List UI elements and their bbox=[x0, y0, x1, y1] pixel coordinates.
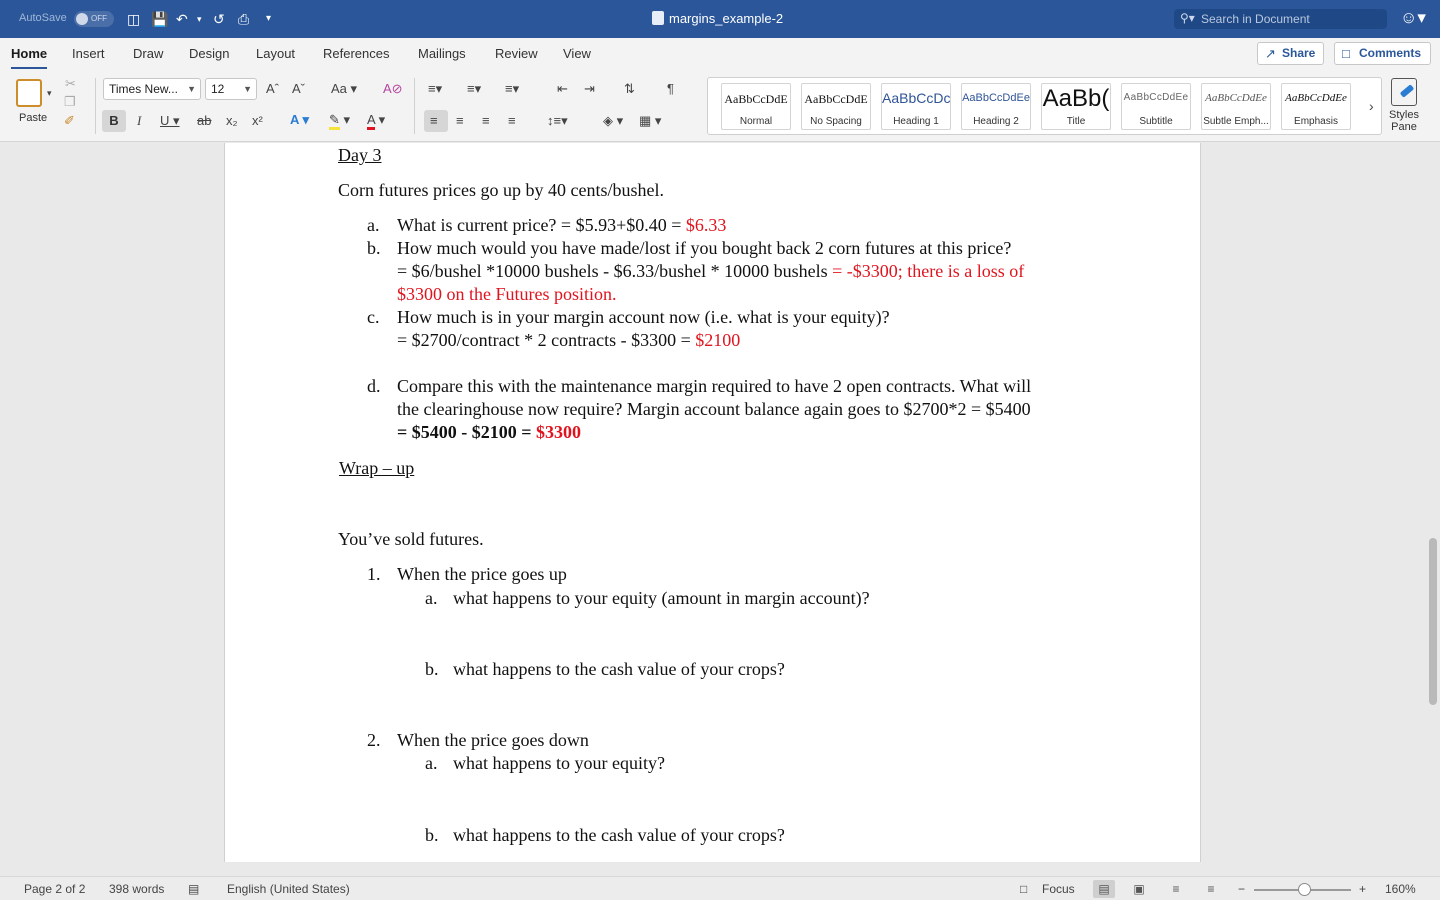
style-name: Heading 1 bbox=[893, 116, 939, 127]
comments-label: Comments bbox=[1359, 46, 1422, 60]
font-size-select[interactable] bbox=[205, 78, 257, 100]
styles-pane-button[interactable] bbox=[1384, 77, 1424, 137]
save-icon[interactable]: 💾 bbox=[151, 11, 169, 27]
chevron-down-icon: ▼ bbox=[243, 84, 252, 94]
focus-icon[interactable]: □ bbox=[1020, 882, 1028, 896]
font-size-value: 12 bbox=[211, 82, 225, 96]
list-marker: a. bbox=[367, 215, 380, 235]
tab-review[interactable]: Review bbox=[495, 46, 538, 61]
style-name: Emphasis bbox=[1294, 116, 1338, 127]
status-bar bbox=[0, 876, 1440, 900]
document-title-text: margins_example-2 bbox=[669, 11, 784, 26]
style-sample: AaBbCcDdE bbox=[724, 92, 788, 106]
feedback-smiley-icon[interactable]: ☺▾ bbox=[1400, 8, 1426, 27]
strikethrough-button[interactable]: ab bbox=[197, 113, 212, 128]
search-icon: ⚲▾ bbox=[1180, 11, 1195, 25]
styles-pane-icon bbox=[1391, 78, 1417, 106]
separator bbox=[414, 78, 415, 134]
list-marker: b. bbox=[367, 238, 381, 258]
wrap-up-heading: Wrap – up bbox=[339, 458, 415, 478]
paste-dropdown-icon[interactable]: ▾ bbox=[47, 88, 52, 98]
item-c-question: How much is in your margin account now (i.e. what is your equity)? bbox=[397, 307, 890, 327]
style-heading-2[interactable] bbox=[961, 83, 1031, 130]
word-count[interactable]: 398 words bbox=[109, 882, 165, 896]
list-marker: a. bbox=[425, 588, 438, 608]
copy-icon[interactable]: ❐ bbox=[64, 94, 76, 109]
item-b-answer: = -$3300; there is a loss of bbox=[832, 261, 1025, 281]
item-b-calc-text: = $6/bushel *10000 bushels - $6.33/bushel * 10000 bushels bbox=[397, 261, 833, 281]
justify-icon[interactable]: ≡ bbox=[508, 113, 516, 128]
tab-design[interactable]: Design bbox=[189, 46, 230, 61]
share-button[interactable] bbox=[1257, 42, 1324, 65]
comments-button[interactable] bbox=[1334, 42, 1431, 65]
align-right-icon[interactable]: ≡ bbox=[482, 113, 490, 128]
separator bbox=[95, 78, 96, 134]
language[interactable]: English (United States) bbox=[227, 882, 350, 896]
style-name: Subtitle bbox=[1139, 116, 1173, 127]
style-sample: AaBb( bbox=[1042, 85, 1110, 112]
style-sample: AaBbCcDdEe bbox=[1205, 92, 1267, 104]
question-1a: what happens to your equity (amount in margin account)? bbox=[453, 588, 870, 608]
bold-button[interactable]: B bbox=[102, 110, 126, 132]
question-1b: what happens to the cash value of your crops? bbox=[453, 659, 785, 679]
italic-button[interactable]: I bbox=[137, 113, 142, 128]
list-marker: a. bbox=[425, 753, 438, 773]
style-name: Subtle Emph... bbox=[1203, 116, 1269, 127]
scrollbar-thumb[interactable] bbox=[1429, 538, 1437, 705]
item-a-answer: $6.33 bbox=[685, 215, 727, 235]
item-d-line3 bbox=[397, 421, 581, 444]
align-center-icon[interactable]: ≡ bbox=[456, 113, 464, 128]
toggle-knob bbox=[76, 13, 88, 25]
question-2a: what happens to your equity? bbox=[453, 753, 665, 773]
ribbon-toolbar bbox=[0, 70, 1440, 142]
change-case-icon[interactable]: Aa ▾ bbox=[331, 81, 358, 96]
tab-view[interactable]: View bbox=[563, 46, 591, 61]
list-marker: d. bbox=[367, 376, 381, 396]
vertical-scrollbar[interactable] bbox=[1426, 143, 1440, 876]
document-page[interactable] bbox=[224, 143, 1201, 862]
sold-futures-paragraph: You’ve sold futures. bbox=[338, 529, 484, 549]
share-icon: ↗ bbox=[1265, 46, 1276, 61]
style-normal[interactable] bbox=[721, 83, 791, 130]
list-marker: 2. bbox=[367, 730, 381, 750]
item-b-question: How much would you have made/lost if you bought back 2 corn futures at this price? bbox=[397, 238, 1012, 258]
format-painter-icon[interactable]: ✐ bbox=[64, 113, 75, 128]
multilevel-list-icon[interactable]: ≡▾ bbox=[505, 81, 520, 96]
shrink-font-icon[interactable]: Aˇ bbox=[292, 81, 305, 96]
tab-references[interactable]: References bbox=[323, 46, 390, 61]
outline-view-icon[interactable]: ≡ bbox=[1172, 882, 1180, 896]
autosave-state: OFF bbox=[91, 14, 107, 23]
print-icon[interactable]: ⎙ bbox=[238, 11, 250, 27]
style-subtitle[interactable] bbox=[1121, 83, 1191, 130]
increase-indent-icon[interactable]: ⇥ bbox=[584, 81, 595, 96]
day-heading: Day 3 bbox=[338, 145, 382, 165]
zoom-level[interactable]: 160% bbox=[1385, 882, 1416, 896]
comment-icon: □ bbox=[1342, 46, 1350, 61]
font-name-value: Times New... bbox=[109, 82, 178, 96]
chevron-down-icon: ▼ bbox=[187, 84, 196, 94]
align-left-icon: ≡ bbox=[430, 113, 438, 128]
title-bar bbox=[0, 0, 1440, 38]
styles-gallery bbox=[707, 77, 1382, 135]
font-color-icon[interactable]: A ▾ bbox=[367, 112, 385, 128]
line-spacing-icon[interactable]: ↕≡▾ bbox=[547, 113, 568, 128]
decrease-indent-icon[interactable]: ⇤ bbox=[557, 81, 568, 96]
subscript-button[interactable]: x₂ bbox=[226, 113, 238, 128]
superscript-button[interactable]: x² bbox=[252, 113, 263, 128]
shading-icon[interactable]: ◈ ▾ bbox=[603, 113, 624, 128]
question-1: When the price goes up bbox=[397, 564, 567, 584]
sort-icon[interactable]: ⇅ bbox=[624, 81, 635, 96]
style-sample: AaBbCcDdEe bbox=[962, 92, 1030, 104]
tab-mailings[interactable]: Mailings bbox=[418, 46, 466, 61]
question-2: When the price goes down bbox=[397, 730, 589, 750]
paste-icon[interactable] bbox=[16, 79, 42, 107]
proofing-icon[interactable]: ▤ bbox=[188, 882, 200, 896]
style-subtle-emphasis[interactable] bbox=[1201, 83, 1271, 130]
draft-view-icon[interactable]: ≡ bbox=[1207, 882, 1215, 896]
customize-toolbar-icon[interactable]: ▾ bbox=[266, 13, 272, 24]
word-document-icon bbox=[652, 11, 664, 25]
borders-icon[interactable]: ▦ ▾ bbox=[639, 113, 662, 128]
style-title[interactable] bbox=[1041, 83, 1111, 130]
item-a-question: What is current price? = $5.93+$0.40 = bbox=[397, 215, 686, 235]
zoom-in-icon[interactable]: + bbox=[1359, 882, 1367, 896]
item-b-answer-cont: $3300 on the Futures position. bbox=[397, 284, 617, 304]
zoom-slider-knob[interactable] bbox=[1298, 883, 1311, 896]
item-d-calc: = $5400 - $2100 = bbox=[397, 422, 537, 442]
item-d-answer: $3300 bbox=[536, 422, 582, 442]
tab-insert[interactable]: Insert bbox=[72, 46, 105, 61]
print-layout-icon[interactable]: ▤ bbox=[1093, 880, 1115, 898]
numbering-icon[interactable]: ≡▾ bbox=[467, 81, 482, 96]
style-sample: AaBbCcDdEe bbox=[1123, 92, 1189, 103]
item-a bbox=[397, 214, 726, 237]
styles-pane-label: Styles Pane bbox=[1389, 109, 1419, 133]
font-name-select[interactable] bbox=[103, 78, 201, 100]
style-name: No Spacing bbox=[810, 116, 862, 127]
style-name: Heading 2 bbox=[973, 116, 1019, 127]
undo-icon[interactable]: ↶ bbox=[176, 11, 188, 27]
style-sample: AaBbCcDdEe bbox=[1285, 92, 1347, 104]
document-canvas bbox=[0, 143, 1440, 876]
style-heading-1[interactable] bbox=[881, 83, 951, 130]
tab-home[interactable]: Home bbox=[11, 46, 48, 61]
bullets-icon[interactable]: ≡▾ bbox=[428, 81, 443, 96]
style-no-spacing[interactable] bbox=[801, 83, 871, 130]
redo-icon[interactable]: ↺ bbox=[213, 11, 225, 27]
style-name: Title bbox=[1066, 116, 1086, 127]
item-c-calc-text: = $2700/contract * 2 contracts - $3300 = bbox=[397, 330, 696, 350]
list-marker: 1. bbox=[367, 564, 381, 584]
clear-formatting-icon[interactable]: A⊘ bbox=[383, 81, 403, 96]
list-marker: b. bbox=[425, 659, 439, 679]
cut-icon[interactable]: ✂ bbox=[65, 76, 76, 91]
search-input[interactable] bbox=[1174, 9, 1387, 29]
chevron-right-icon[interactable]: › bbox=[1369, 98, 1374, 114]
style-sample: AaBbCcDc bbox=[882, 90, 950, 106]
tab-draw[interactable]: Draw bbox=[133, 46, 164, 61]
document-title bbox=[652, 11, 783, 26]
grow-font-icon[interactable]: Aˆ bbox=[266, 81, 279, 96]
list-marker: c. bbox=[367, 307, 380, 327]
sidebar-icon[interactable]: ◫ bbox=[127, 11, 141, 27]
zoom-out-icon[interactable]: − bbox=[1238, 882, 1246, 896]
item-c-calc bbox=[397, 329, 740, 352]
item-d-line2: the clearinghouse now require? Margin account balance again goes to $2700*2 = $5400 bbox=[397, 399, 1031, 419]
item-d-line1: Compare this with the maintenance margin required to have 2 open contracts. What will bbox=[397, 376, 1032, 396]
autosave-label: AutoSave bbox=[19, 12, 67, 24]
style-name: Normal bbox=[739, 116, 773, 127]
focus-label[interactable]: Focus bbox=[1042, 882, 1075, 896]
tab-layout[interactable]: Layout bbox=[256, 46, 296, 61]
autosave-toggle[interactable] bbox=[74, 11, 114, 27]
underline-button[interactable]: U ▾ bbox=[160, 113, 180, 128]
style-emphasis[interactable] bbox=[1281, 83, 1351, 130]
item-b-calc bbox=[397, 260, 1024, 283]
web-layout-icon[interactable]: ▣ bbox=[1133, 882, 1145, 896]
ribbon-tabs bbox=[0, 38, 1440, 70]
highlight-icon[interactable]: ✎ ▾ bbox=[329, 112, 350, 128]
intro-paragraph: Corn futures prices go up by 40 cents/bushel. bbox=[338, 180, 664, 200]
list-marker: b. bbox=[425, 825, 439, 845]
share-label: Share bbox=[1282, 46, 1316, 60]
page-count[interactable]: Page 2 of 2 bbox=[24, 882, 86, 896]
question-2b: what happens to the cash value of your crops? bbox=[453, 825, 785, 845]
style-sample: AaBbCcDdE bbox=[804, 92, 868, 106]
item-c-answer: $2100 bbox=[695, 330, 741, 350]
text-effects-icon[interactable]: A ▾ bbox=[290, 112, 310, 127]
undo-dropdown-icon[interactable]: ▾ bbox=[197, 14, 202, 24]
show-formatting-marks-icon[interactable]: ¶ bbox=[667, 81, 674, 96]
search-placeholder: Search in Document bbox=[1201, 12, 1310, 26]
paste-label: Paste bbox=[19, 112, 48, 124]
